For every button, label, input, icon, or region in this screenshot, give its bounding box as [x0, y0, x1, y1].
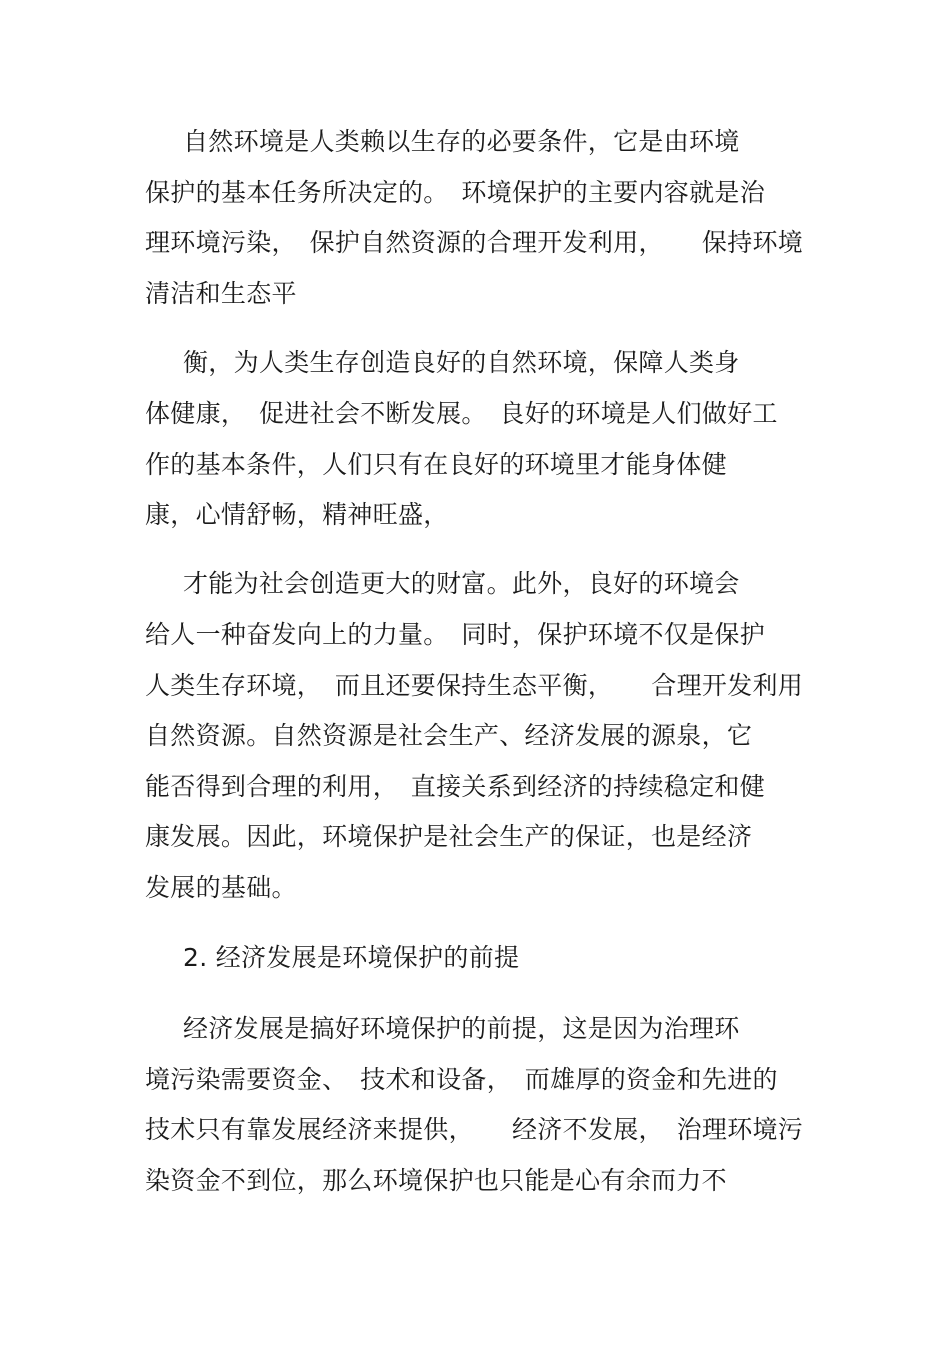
text-line: 经济发展是搞好环境保护的前提，这是因为治理环 — [183, 1014, 740, 1043]
text-line: 清洁和生态平 — [145, 279, 297, 308]
text-line: 自然资源。自然资源是社会生产、经济发展的源泉，它 — [145, 721, 753, 750]
text-line: 发展的基础。 — [145, 873, 297, 902]
text-line: 体健康， 促进社会不断发展。 良好的环境是人们做好工 — [145, 399, 778, 428]
text-line: 自然环境是人类赖以生存的必要条件，它是由环境 — [183, 127, 740, 156]
text-line: 才能为社会创造更大的财富。此外，良好的环境会 — [183, 569, 740, 598]
text-line: 给人一种奋发向上的力量。 同时，保护环境不仅是保护 — [145, 620, 766, 649]
heading-text: 2. 经济发展是环境保护的前提 — [183, 943, 520, 972]
text-line: 作的基本条件，人们只有在良好的环境里才能身体健 — [145, 450, 727, 479]
text-line: 人类生存环境， 而且还要保持生态平衡， 合理开发利用 — [145, 671, 804, 700]
text-line: 衡，为人类生存创造良好的自然环境，保障人类身 — [183, 348, 740, 377]
text-line: 技术只有靠发展经济来提供， 经济不发展， 治理环境污 — [145, 1115, 804, 1144]
text-line: 理环境污染， 保护自然资源的合理开发利用， 保持环境 — [145, 228, 804, 257]
text-line: 康发展。因此，环境保护是社会生产的保证，也是经济 — [145, 822, 753, 851]
text-line: 境污染需要资金、 技术和设备， 而雄厚的资金和先进的 — [145, 1065, 778, 1094]
text-line: 康，心情舒畅，精神旺盛， — [145, 500, 449, 529]
text-line: 能否得到合理的利用， 直接关系到经济的持续稳定和健 — [145, 772, 766, 801]
text-line: 保护的基本任务所决定的。 环境保护的主要内容就是治 — [145, 178, 766, 207]
text-line: 染资金不到位，那么环境保护也只能是心有余而力不 — [145, 1166, 727, 1195]
